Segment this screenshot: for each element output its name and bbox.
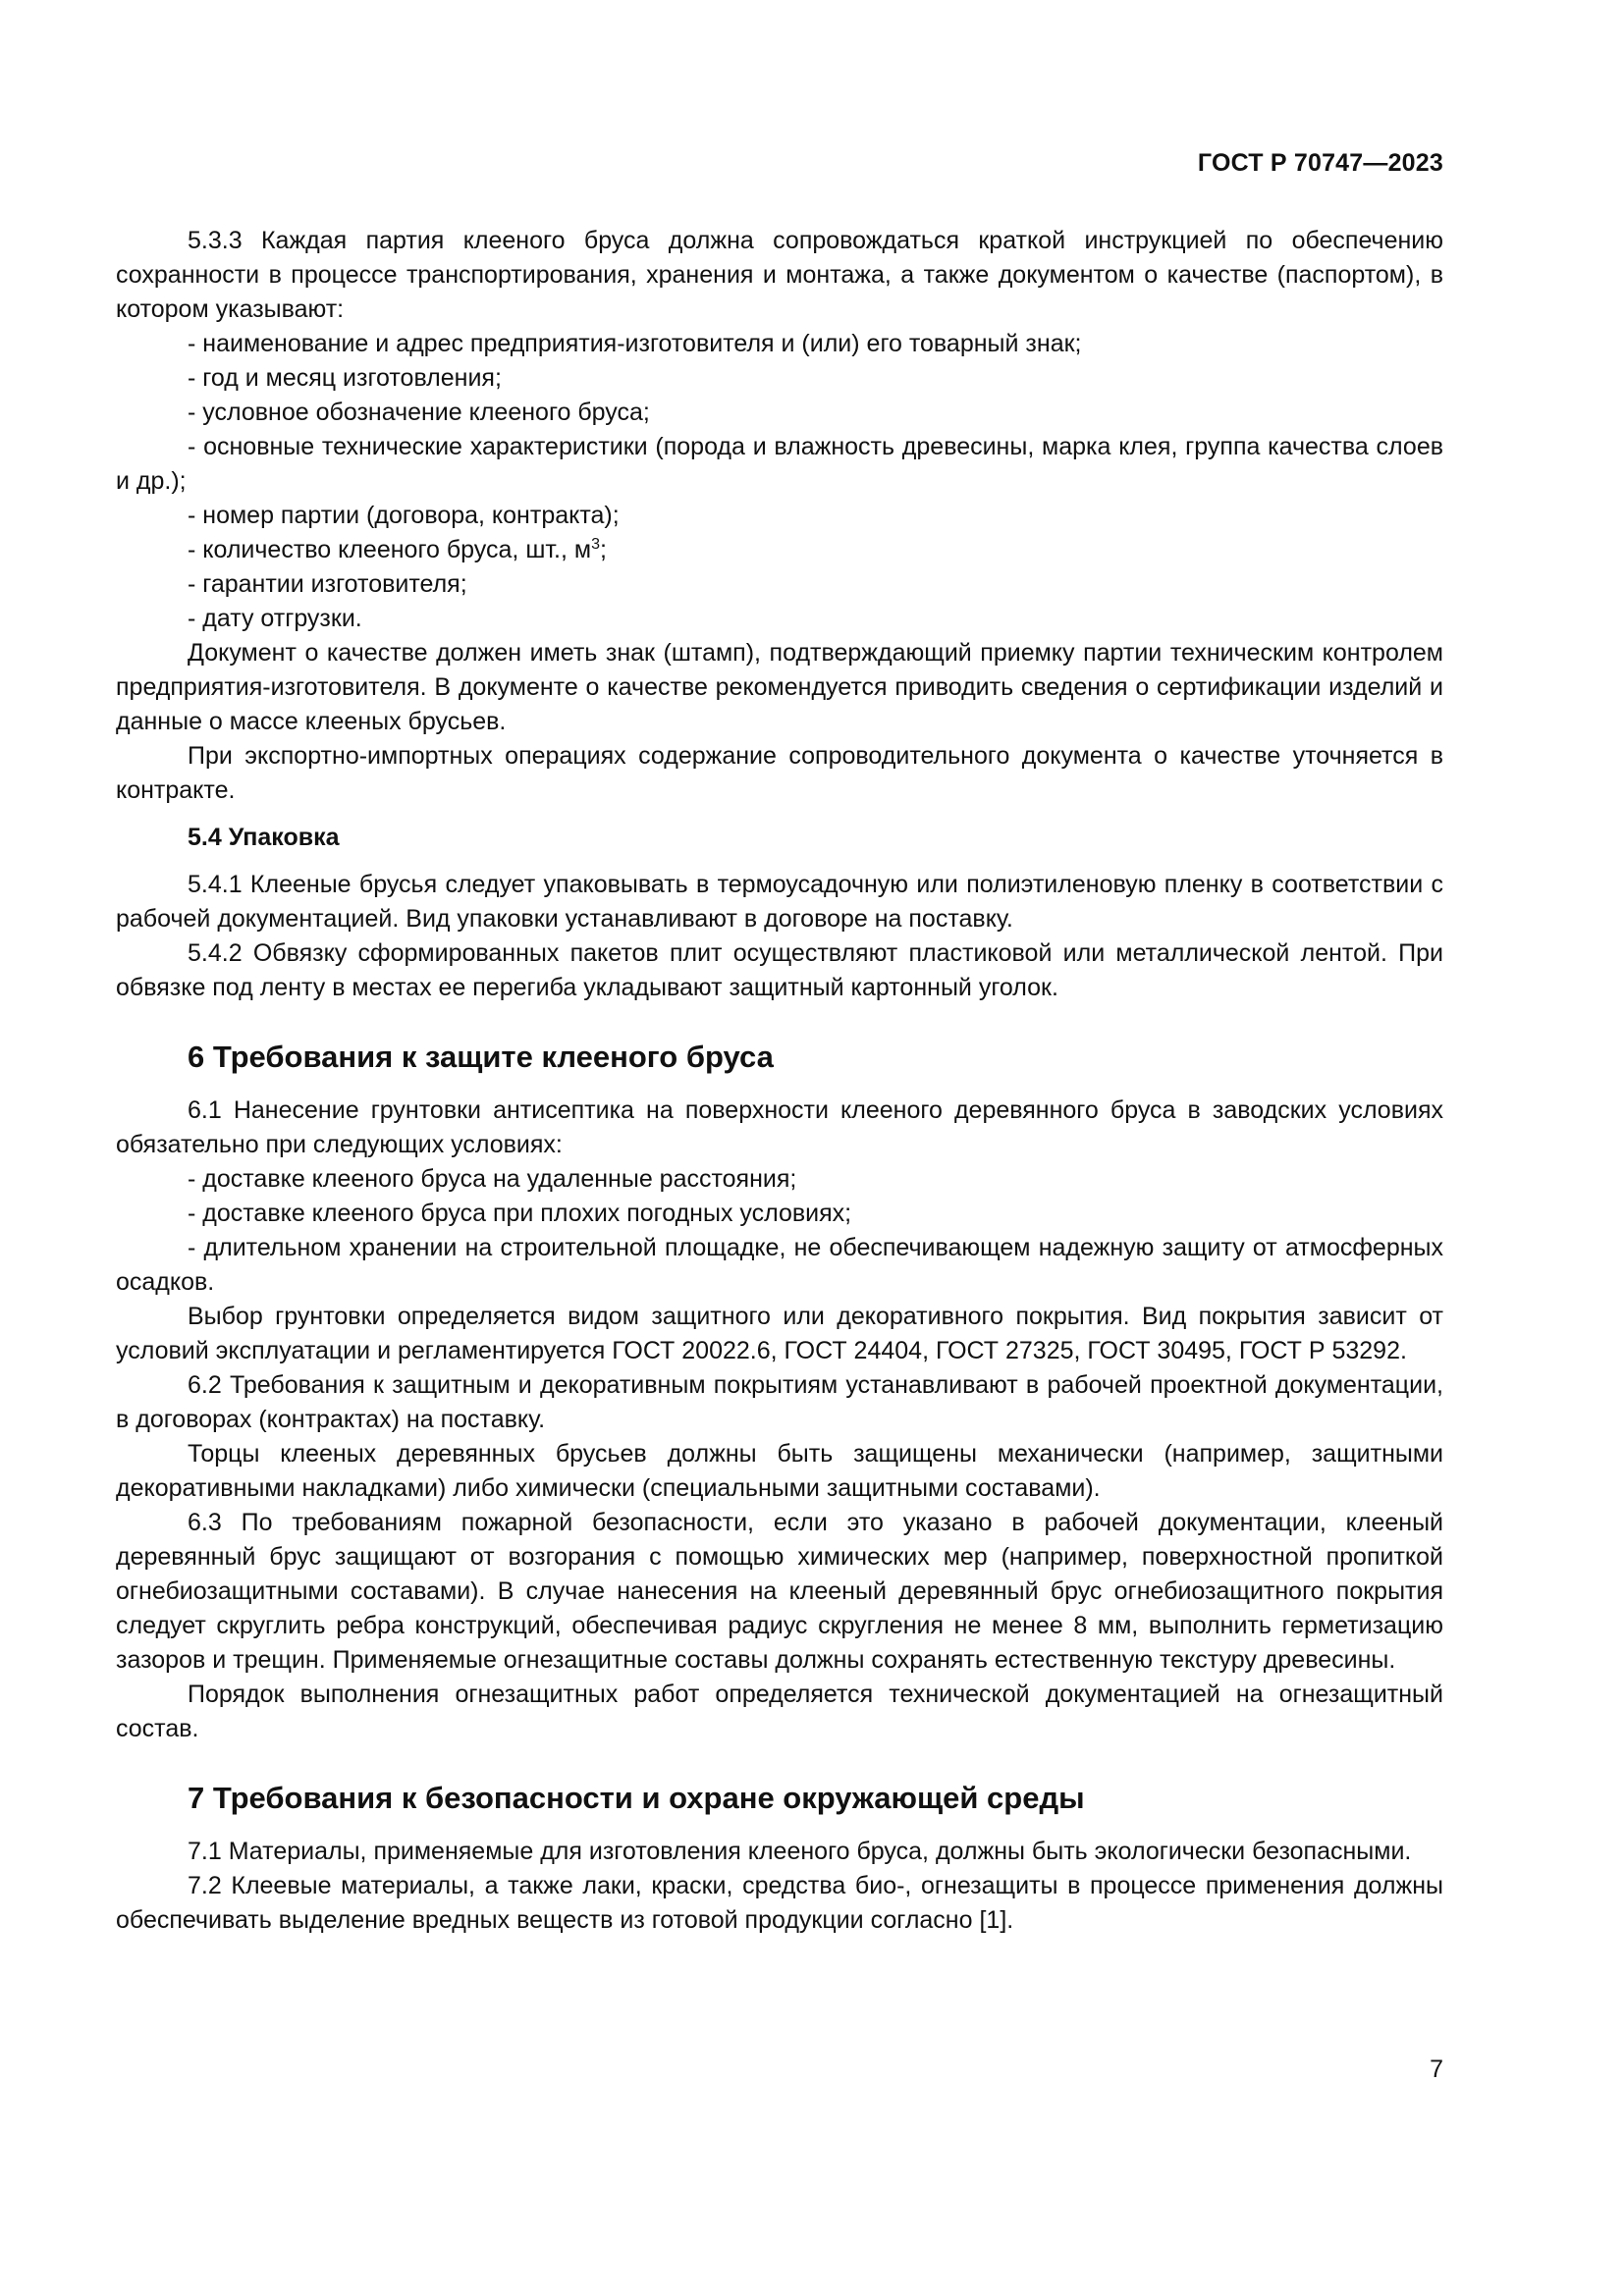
clause-5-4-2: 5.4.2 Обвязку сформированных пакетов плит осуществляют пластиковой или металлической лентой. При обвязке под ленту в местах ее перегиба укладывают защитный картонный уголок. bbox=[116, 939, 1443, 1001]
clause-5-4-1: 5.4.1 Клееные брусья следует упаковывать в термоусадочную или полиэтиленовую пленку в соответствии с рабочей документацией. Вид упаковки устанавливают в договоре на поставку. bbox=[116, 871, 1443, 933]
list-item: - номер партии (договора, контракта); bbox=[188, 502, 620, 529]
list-item: - длительном хранении на строительной площадке, не обеспечивающем надежную защиту от атмосферных осадков. bbox=[116, 1234, 1443, 1296]
quality-document-paragraph: Документ о качестве должен иметь знак (штамп), подтверждающий приемку партии техническим контролем предприятия-изготовителя. В документе о качестве рекомендуется приводить сведения о сертификации изделий и данные о массе клееных брусьев. bbox=[116, 639, 1443, 735]
list-item: - дату отгрузки. bbox=[188, 605, 362, 632]
list-item: - доставке клееного бруса при плохих погодных условиях; bbox=[188, 1200, 852, 1227]
fireproof-order-paragraph: Порядок выполнения огнезащитных работ определяется технической документацией на огнезащитный состав. bbox=[116, 1681, 1443, 1742]
clause-6-3: 6.3 По требованиям пожарной безопасности, если это указано в рабочей документации, клееный деревянный брус защищают от возгорания с помощью химических мер (например, поверхностной пропиткой огнебиозащитными составами). В случае нанесения на клееный деревянный брус огнебиозащитного покрытия следует скруглить ребра конструкций, обеспечивая радиус скругления не менее 8 мм, выполнить герметизацию зазоров и трещин. Применяемые огнезащитные составы должны сохранять естественную текстуру древесины. bbox=[116, 1509, 1443, 1674]
clause-7-1: 7.1 Материалы, применяемые для изготовления клееного бруса, должны быть экологически безопасными. bbox=[188, 1838, 1412, 1865]
list-item: - год и месяц изготовления; bbox=[188, 364, 502, 392]
list-item: - условное обозначение клееного бруса; bbox=[188, 399, 650, 426]
clause-6-2: 6.2 Требования к защитным и декоративным покрытиям устанавливают в рабочей проектной документации, в договорах (контрактах) на поставку. bbox=[116, 1371, 1443, 1433]
document-code-header: ГОСТ Р 70747—2023 bbox=[1197, 149, 1443, 177]
cubic-superscript: 3 bbox=[591, 536, 600, 553]
clause-7-2: 7.2 Клеевые материалы, а также лаки, краски, средства био-, огнезащиты в процессе применения должны обеспечивать выделение вредных веществ из готовой продукции согласно [1]. bbox=[116, 1872, 1443, 1934]
list-item: - гарантии изготовителя; bbox=[188, 570, 467, 598]
list-item-quantity bbox=[116, 533, 1443, 567]
clause-5-3-3-intro: 5.3.3 Каждая партия клееного бруса должна сопровождаться краткой инструкцией по обеспечению сохранности в процессе транспортирования, хранения и монтажа, а также документом о качестве (паспортом), в котором указывают: bbox=[116, 227, 1443, 323]
list-item: - основные технические характеристики (порода и влажность древесины, марка клея, группа качества слоев и др.); bbox=[116, 433, 1443, 495]
document-page bbox=[116, 0, 1443, 2296]
primer-choice-paragraph: Выбор грунтовки определяется видом защитного или декоративного покрытия. Вид покрытия зависит от условий эксплуатации и регламентируется ГОСТ 20022.6, ГОСТ 24404, ГОСТ 27325, ГОСТ 30495, ГОСТ Р 53292. bbox=[116, 1303, 1443, 1364]
section-6-heading: 6 Требования к защите клееного бруса bbox=[188, 1040, 774, 1074]
list-item: - доставке клееного бруса на удаленные расстояния; bbox=[188, 1165, 797, 1193]
section-7-heading: 7 Требования к безопасности и охране окружающей среды bbox=[188, 1781, 1085, 1815]
quantity-tail: ; bbox=[600, 536, 607, 563]
export-import-paragraph: При экспортно-импортных операциях содержание сопроводительного документа о качестве уточняется в контракте. bbox=[116, 742, 1443, 804]
quantity-text: - количество клееного бруса, шт., м bbox=[188, 536, 592, 563]
document-body bbox=[116, 224, 1443, 1938]
list-item: - наименование и адрес предприятия-изготовителя и (или) его товарный знак; bbox=[188, 330, 1082, 357]
clause-6-1: 6.1 Нанесение грунтовки антисептика на поверхности клееного деревянного бруса в заводских условиях обязательно при следующих условиях: bbox=[116, 1096, 1443, 1158]
beam-ends-paragraph: Торцы клееных деревянных брусьев должны быть защищены механически (например, защитными декоративными накладками) либо химически (специальными защитными составами). bbox=[116, 1440, 1443, 1502]
subsection-5-4-heading: 5.4 Упаковка bbox=[188, 824, 340, 851]
page-number: 7 bbox=[1430, 2056, 1443, 2083]
